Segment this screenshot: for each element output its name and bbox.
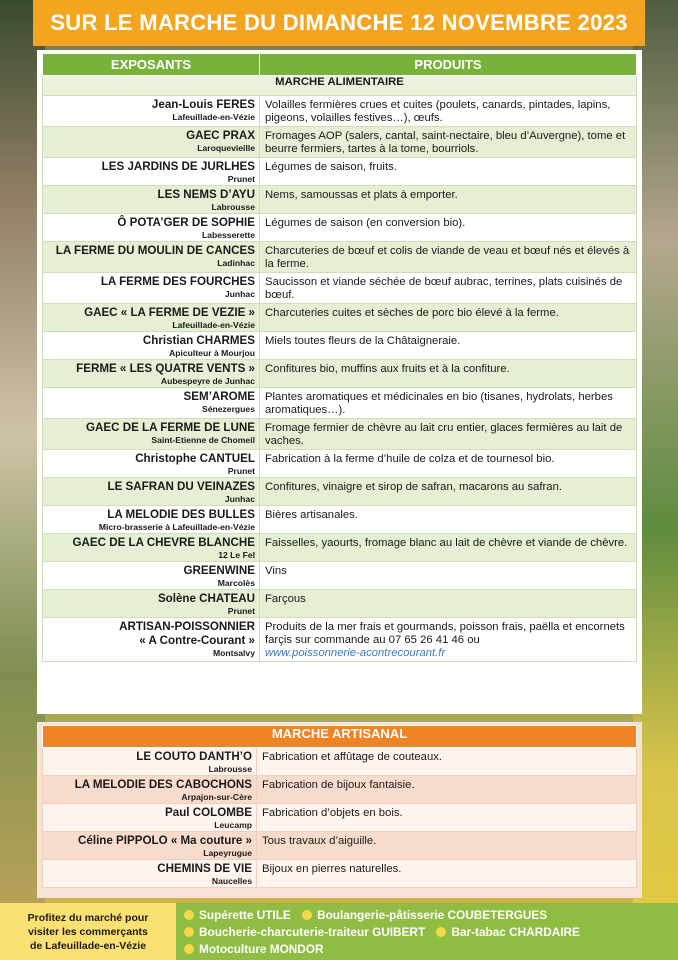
exposant-cell bbox=[43, 360, 260, 388]
product-cell: Saucisson et viande séchée de bœuf aubrac, terrines, plats cuisinés de bœuf. bbox=[260, 273, 637, 304]
exposant-place: Arpajon-sur-Cère bbox=[181, 792, 252, 802]
exposant-place: Saint-Etienne de Chomeil bbox=[151, 435, 255, 445]
bullet-icon bbox=[436, 927, 446, 937]
exposant-place: Lafeuillade-en-Vézie bbox=[172, 112, 255, 122]
exposant-cell bbox=[43, 96, 260, 127]
exposant-place: Labrousse bbox=[211, 202, 255, 212]
exposant-name: LA MELODIE DES BULLES bbox=[107, 508, 255, 521]
artisan-market-table bbox=[42, 725, 637, 888]
exposant-name: LE SAFRAN DU VEINAZES bbox=[107, 480, 255, 493]
artisan-market-panel bbox=[37, 722, 642, 898]
food-market-table bbox=[42, 53, 637, 662]
exposant-cell bbox=[43, 748, 257, 776]
table-row bbox=[43, 388, 637, 419]
product-cell: Charcuteries de bœuf et colis de viande de veau et bœuf nés et élevés à la ferme. bbox=[260, 242, 637, 273]
exposant-name: GAEC « LA FERME DE VEZIE » bbox=[84, 306, 255, 319]
product-cell: Fabrication d’objets en bois. bbox=[257, 804, 637, 832]
exposant-cell bbox=[43, 127, 260, 158]
exposant-name: SEM’AROME bbox=[183, 390, 255, 403]
exposant-cell bbox=[43, 590, 260, 618]
exposant-cell bbox=[43, 273, 260, 304]
exposant-name: GAEC DE LA CHEVRE BLANCHE bbox=[72, 536, 255, 549]
exposant-cell bbox=[43, 832, 257, 860]
exposant-place: Sénezergues bbox=[201, 404, 255, 414]
exposant-cell bbox=[43, 804, 257, 832]
title-banner bbox=[33, 0, 645, 46]
exposant-cell bbox=[43, 186, 260, 214]
exposant-name: GAEC PRAX bbox=[186, 129, 255, 142]
shop-item bbox=[184, 907, 291, 924]
exposant-name: LA MELODIE DES CABOCHONS bbox=[74, 778, 252, 791]
product-text: Produits de la mer frais et gourmands, poisson frais, paëlla et encornets farçis sur commande au 07 65 26 41 46 ou bbox=[265, 621, 625, 646]
footer-invitation bbox=[0, 903, 176, 960]
product-cell: Tous travaux d’aiguille. bbox=[257, 832, 637, 860]
exposant-cell bbox=[43, 214, 260, 242]
exposant-cell bbox=[43, 562, 260, 590]
exposant-name: ARTISAN-POISSONNIER bbox=[119, 620, 255, 633]
exposant-place: Montsalvy bbox=[212, 648, 255, 658]
exposant-cell bbox=[43, 618, 260, 662]
table-row bbox=[43, 776, 637, 804]
shop-item bbox=[302, 907, 547, 924]
exposant-name: LA FERME DES FOURCHES bbox=[100, 275, 255, 288]
exposant-name: Ô POTA’GER DE SOPHIE bbox=[117, 216, 255, 229]
table-row bbox=[43, 158, 637, 186]
shop-label: Motoculture MONDOR bbox=[199, 942, 324, 956]
shop-item bbox=[184, 941, 324, 958]
exposant-name: FERME « LES QUATRE VENTS » bbox=[76, 362, 255, 375]
column-header-produits: PRODUITS bbox=[260, 54, 637, 76]
product-cell: Légumes de saison (en conversion bio). bbox=[260, 214, 637, 242]
exposant-cell bbox=[43, 332, 260, 360]
exposant-place: Aubespeyre de Junhac bbox=[160, 376, 255, 386]
exposant-cell bbox=[43, 304, 260, 332]
exposant-place: Naucelles bbox=[211, 876, 252, 886]
exposant-name: CHEMINS DE VIE bbox=[157, 862, 252, 875]
exposant-place: Lafeuillade-en-Vézie bbox=[172, 320, 255, 330]
exposant-place: Micro-brasserie à Lafeuillade-en-Vézie bbox=[98, 522, 255, 532]
table-row bbox=[43, 214, 637, 242]
table-row bbox=[43, 186, 637, 214]
footer-line: Profitez du marché pour bbox=[27, 911, 149, 924]
exposant-name: LES NEMS D’AYU bbox=[157, 188, 255, 201]
product-cell: Volailles fermières crues et cuites (poulets, canards, pintades, lapins, pigeons, volailles festives…), œufs. bbox=[260, 96, 637, 127]
table-row bbox=[43, 360, 637, 388]
exposant-place: 12 Le Fel bbox=[218, 550, 255, 560]
column-header-exposants: EXPOSANTS bbox=[43, 54, 260, 76]
exposant-cell bbox=[43, 242, 260, 273]
product-cell: Bières artisanales. bbox=[260, 506, 637, 534]
bullet-icon bbox=[184, 910, 194, 920]
product-cell: Plantes aromatiques et médicinales en bio (tisanes, hydrolats, herbes aromatiques…). bbox=[260, 388, 637, 419]
bullet-icon bbox=[302, 910, 312, 920]
exposant-place: Lapeyrugue bbox=[203, 848, 252, 858]
table-row bbox=[43, 748, 637, 776]
section-title-artisanal: MARCHE ARTISANAL bbox=[43, 726, 637, 748]
exposant-name: LES JARDINS DE JURLHES bbox=[101, 160, 255, 173]
shop-label: Supérette UTILE bbox=[199, 908, 291, 922]
table-row bbox=[43, 562, 637, 590]
table-row bbox=[43, 304, 637, 332]
product-cell: Légumes de saison, fruits. bbox=[260, 158, 637, 186]
exposant-place: Junhac bbox=[224, 494, 255, 504]
exposant-cell bbox=[43, 776, 257, 804]
product-cell: Fabrication de bijoux fantaisie. bbox=[257, 776, 637, 804]
bullet-icon bbox=[184, 944, 194, 954]
table-row bbox=[43, 832, 637, 860]
exposant-place: Junhac bbox=[224, 289, 255, 299]
exposant-cell bbox=[43, 478, 260, 506]
website-link[interactable]: www.poissonnerie-acontrecourant.fr bbox=[265, 647, 446, 659]
exposant-name: Jean-Louis FERES bbox=[151, 98, 255, 111]
bullet-icon bbox=[184, 927, 194, 937]
exposant-place: Laroquevieille bbox=[197, 143, 255, 153]
product-cell: Farçous bbox=[260, 590, 637, 618]
exposant-cell bbox=[43, 158, 260, 186]
exposant-name: « A Contre-Courant » bbox=[139, 634, 255, 647]
page-title: SUR LE MARCHE DU DIMANCHE 12 NOVEMBRE 2023 bbox=[50, 10, 628, 35]
exposant-place: Prunet bbox=[227, 174, 255, 184]
exposant-place: Labesserette bbox=[201, 230, 255, 240]
product-cell: Faisselles, yaourts, fromage blanc au lait de chèvre et viande de chèvre. bbox=[260, 534, 637, 562]
product-cell: Bijoux en pierres naturelles. bbox=[257, 860, 637, 888]
product-cell: Fabrication à la ferme d’huile de colza et de tournesol bio. bbox=[260, 450, 637, 478]
exposant-name: GAEC DE LA FERME DE LUNE bbox=[86, 421, 255, 434]
shop-label: Boucherie-charcuterie-traiteur GUIBERT bbox=[199, 925, 426, 939]
exposant-cell bbox=[43, 506, 260, 534]
table-row bbox=[43, 450, 637, 478]
product-cell: Charcuteries cuites et sèches de porc bio élevé à la ferme. bbox=[260, 304, 637, 332]
footer-line: de Lafeuillade-en-Vézie bbox=[29, 939, 147, 952]
exposant-place: Leucamp bbox=[214, 820, 252, 830]
exposant-name: Christophe CANTUEL bbox=[135, 452, 255, 465]
product-cell: Nems, samoussas et plats à emporter. bbox=[260, 186, 637, 214]
table-row bbox=[43, 419, 637, 450]
exposant-name: Christian CHARMES bbox=[142, 334, 255, 347]
table-row bbox=[43, 506, 637, 534]
exposant-cell bbox=[43, 450, 260, 478]
product-cell: Fromages AOP (salers, cantal, saint-nectaire, bleu d’Auvergne), tome et beurre fermiers, tartes à la tome, bourriols. bbox=[260, 127, 637, 158]
table-row bbox=[43, 96, 637, 127]
exposant-name: LE COUTO DANTH’O bbox=[136, 750, 252, 763]
table-row bbox=[43, 534, 637, 562]
product-cell bbox=[260, 618, 637, 662]
exposant-name: Solène CHATEAU bbox=[157, 592, 255, 605]
table-row bbox=[43, 242, 637, 273]
product-cell: Vins bbox=[260, 562, 637, 590]
product-cell: Confitures bio, muffins aux fruits et à la confiture. bbox=[260, 360, 637, 388]
table-row bbox=[43, 804, 637, 832]
exposant-name: Céline PIPPOLO « Ma couture » bbox=[78, 834, 252, 847]
exposant-place: Prunet bbox=[227, 466, 255, 476]
exposant-place: Prunet bbox=[227, 606, 255, 616]
shop-item bbox=[184, 924, 425, 941]
product-cell: Fromage fermier de chèvre au lait cru entier, glaces fermières au lait de vaches. bbox=[260, 419, 637, 450]
exposant-cell bbox=[43, 419, 260, 450]
shop-list bbox=[176, 903, 678, 960]
exposant-place: Labrousse bbox=[208, 764, 252, 774]
exposant-cell bbox=[43, 860, 257, 888]
exposant-place: Marcolès bbox=[217, 578, 255, 588]
table-row bbox=[43, 860, 637, 888]
shop-label: Boulangerie-pâtisserie COUBETERGUES bbox=[317, 908, 548, 922]
section-title-alimentaire: MARCHE ALIMENTAIRE bbox=[43, 76, 637, 96]
table-row bbox=[43, 478, 637, 506]
exposant-cell bbox=[43, 534, 260, 562]
exposant-cell bbox=[43, 388, 260, 419]
footer-banner bbox=[0, 903, 678, 960]
exposant-name: LA FERME DU MOULIN DE CANCES bbox=[55, 244, 255, 257]
shop-label: Bar-tabac CHARDAIRE bbox=[451, 925, 580, 939]
table-row bbox=[43, 127, 637, 158]
table-row bbox=[43, 590, 637, 618]
table-row bbox=[43, 273, 637, 304]
product-cell: Fabrication et affûtage de couteaux. bbox=[257, 748, 637, 776]
shop-item bbox=[436, 924, 579, 941]
product-cell: Miels toutes fleurs de la Châtaigneraie. bbox=[260, 332, 637, 360]
exposant-place: Apiculteur à Mourjou bbox=[169, 348, 255, 358]
exposant-place: Ladinhac bbox=[217, 258, 255, 268]
product-cell: Confitures, vinaigre et sirop de safran, macarons au safran. bbox=[260, 478, 637, 506]
exposant-name: GREENWINE bbox=[183, 564, 255, 577]
exposant-name: Paul COLOMBE bbox=[165, 806, 252, 819]
food-market-panel bbox=[37, 50, 642, 714]
table-row bbox=[43, 332, 637, 360]
footer-line: visiter les commerçants bbox=[28, 925, 148, 938]
table-row bbox=[43, 618, 637, 662]
